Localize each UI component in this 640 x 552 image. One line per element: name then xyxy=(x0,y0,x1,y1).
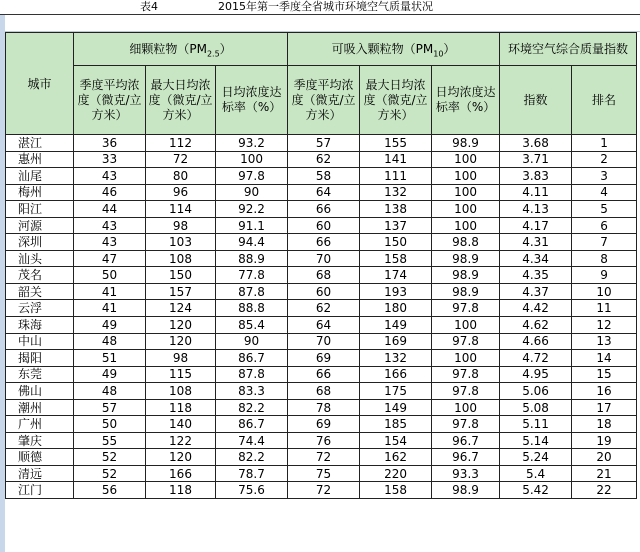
city-cell: 揭阳 xyxy=(6,350,74,367)
pm10-rate-cell: 100 xyxy=(432,151,500,168)
pm10-max-cell: 158 xyxy=(360,250,432,267)
index-cell: 5.4 xyxy=(500,465,572,482)
pm25-max-cell: 124 xyxy=(146,300,216,317)
city-cell: 梅州 xyxy=(6,184,74,201)
pm25-rate-cell: 91.1 xyxy=(216,217,288,234)
pm25-max-cell: 120 xyxy=(146,317,216,334)
pm25-rate-cell: 82.2 xyxy=(216,449,288,466)
rank-cell: 12 xyxy=(572,317,637,334)
pm10-avg-cell: 69 xyxy=(288,350,360,367)
pm10-rate-cell: 98.9 xyxy=(432,267,500,284)
pm10-rate-cell: 97.8 xyxy=(432,416,500,433)
air-quality-table xyxy=(5,32,637,499)
table-row xyxy=(6,217,637,234)
pm25-rate-cell: 87.8 xyxy=(216,283,288,300)
table-row xyxy=(6,482,637,499)
pm25-rate-cell: 87.8 xyxy=(216,366,288,383)
pm25-rate-cell: 90 xyxy=(216,333,288,350)
pm10-avg-cell: 68 xyxy=(288,267,360,284)
table-row xyxy=(6,350,637,367)
pm25-max-cell: 120 xyxy=(146,333,216,350)
pm10-avg-cell: 68 xyxy=(288,383,360,400)
pm25-avg-cell: 41 xyxy=(74,300,146,317)
index-cell: 4.13 xyxy=(500,201,572,218)
pm10-rate-cell: 100 xyxy=(432,184,500,201)
pm10-rate-cell: 98.8 xyxy=(432,234,500,251)
pm25-max-cell: 98 xyxy=(146,350,216,367)
pm10-rate-cell: 97.8 xyxy=(432,383,500,400)
index-cell: 4.35 xyxy=(500,267,572,284)
table-body xyxy=(6,135,637,499)
pm10-rate-cell: 100 xyxy=(432,399,500,416)
pm25-max-cell: 103 xyxy=(146,234,216,251)
pm25-avg-cell: 47 xyxy=(74,250,146,267)
pm10-max-cell: 166 xyxy=(360,366,432,383)
rank-cell: 10 xyxy=(572,283,637,300)
pm10-max-cell: 132 xyxy=(360,184,432,201)
index-cell: 4.34 xyxy=(500,250,572,267)
header-pm25-group: 细颗粒物$(PM_{2.5})$ xyxy=(74,33,288,66)
table-row xyxy=(6,267,637,284)
pm10-max-cell: 180 xyxy=(360,300,432,317)
spreadsheet-row-band xyxy=(5,15,640,32)
table-title: 2015年第一季度全省城市环境空气质量状况 xyxy=(218,0,433,13)
table-row xyxy=(6,333,637,350)
city-cell: 东莞 xyxy=(6,366,74,383)
rank-cell: 3 xyxy=(572,168,637,185)
city-cell: 茂名 xyxy=(6,267,74,284)
city-cell: 韶关 xyxy=(6,283,74,300)
pm25-max-cell: 157 xyxy=(146,283,216,300)
pm10-avg-cell: 57 xyxy=(288,135,360,152)
rank-cell: 7 xyxy=(572,234,637,251)
index-cell: 4.62 xyxy=(500,317,572,334)
pm10-rate-cell: 96.7 xyxy=(432,432,500,449)
header-rank: 排名 xyxy=(572,66,637,135)
header-pm10-avg: 季度平均浓度（微克/立方米） xyxy=(288,66,360,135)
pm25-max-cell: 118 xyxy=(146,482,216,499)
pm25-avg-cell: 49 xyxy=(74,366,146,383)
pm25-rate-cell: 83.3 xyxy=(216,383,288,400)
pm10-rate-cell: 98.9 xyxy=(432,135,500,152)
pm10-avg-cell: 66 xyxy=(288,366,360,383)
pm10-avg-cell: 60 xyxy=(288,283,360,300)
pm25-max-cell: 120 xyxy=(146,449,216,466)
city-cell: 顺德 xyxy=(6,449,74,466)
rank-cell: 6 xyxy=(572,217,637,234)
table-row xyxy=(6,151,637,168)
index-cell: 4.11 xyxy=(500,184,572,201)
pm10-max-cell: 193 xyxy=(360,283,432,300)
pm25-rate-cell: 100 xyxy=(216,151,288,168)
pm25-avg-cell: 50 xyxy=(74,267,146,284)
pm25-avg-cell: 55 xyxy=(74,432,146,449)
pm25-rate-cell: 86.7 xyxy=(216,416,288,433)
pm25-rate-cell: 85.4 xyxy=(216,317,288,334)
rank-cell: 21 xyxy=(572,465,637,482)
pm10-max-cell: 158 xyxy=(360,482,432,499)
pm25-rate-cell: 82.2 xyxy=(216,399,288,416)
index-cell: 5.24 xyxy=(500,449,572,466)
city-cell: 中山 xyxy=(6,333,74,350)
rank-cell: 20 xyxy=(572,449,637,466)
pm10-rate-cell: 98.9 xyxy=(432,283,500,300)
pm25-max-cell: 108 xyxy=(146,383,216,400)
pm10-max-cell: 175 xyxy=(360,383,432,400)
pm25-rate-cell: 92.2 xyxy=(216,201,288,218)
pm25-rate-cell: 93.2 xyxy=(216,135,288,152)
rank-cell: 22 xyxy=(572,482,637,499)
pm25-avg-cell: 33 xyxy=(74,151,146,168)
index-cell: 4.17 xyxy=(500,217,572,234)
table-row xyxy=(6,465,637,482)
rank-cell: 17 xyxy=(572,399,637,416)
pm25-rate-cell: 90 xyxy=(216,184,288,201)
pm10-rate-cell: 100 xyxy=(432,217,500,234)
city-cell: 广州 xyxy=(6,416,74,433)
header-city: 城市 xyxy=(6,33,74,135)
header-pm25-avg: 季度平均浓度（微克/立方米） xyxy=(74,66,146,135)
pm10-max-cell: 149 xyxy=(360,399,432,416)
pm10-rate-cell: 100 xyxy=(432,168,500,185)
pm25-avg-cell: 49 xyxy=(74,317,146,334)
rank-cell: 5 xyxy=(572,201,637,218)
pm25-max-cell: 118 xyxy=(146,399,216,416)
pm25-rate-cell: 77.8 xyxy=(216,267,288,284)
pm10-rate-cell: 96.7 xyxy=(432,449,500,466)
pm10-rate-cell: 100 xyxy=(432,317,500,334)
pm25-avg-cell: 52 xyxy=(74,465,146,482)
header-pm10-max: 最大日均浓度（微克/立方米） xyxy=(360,66,432,135)
city-cell: 惠州 xyxy=(6,151,74,168)
pm10-avg-cell: 64 xyxy=(288,317,360,334)
table-row xyxy=(6,399,637,416)
pm10-avg-cell: 69 xyxy=(288,416,360,433)
rank-cell: 15 xyxy=(572,366,637,383)
pm10-avg-cell: 64 xyxy=(288,184,360,201)
header-index: 指数 xyxy=(500,66,572,135)
pm10-rate-cell: 100 xyxy=(432,350,500,367)
table-row xyxy=(6,366,637,383)
pm25-avg-cell: 57 xyxy=(74,399,146,416)
city-cell: 河源 xyxy=(6,217,74,234)
pm25-max-cell: 150 xyxy=(146,267,216,284)
pm25-max-cell: 166 xyxy=(146,465,216,482)
pm25-avg-cell: 36 xyxy=(74,135,146,152)
index-cell: 4.66 xyxy=(500,333,572,350)
city-cell: 汕尾 xyxy=(6,168,74,185)
table-row xyxy=(6,283,637,300)
city-cell: 佛山 xyxy=(6,383,74,400)
pm10-avg-cell: 72 xyxy=(288,482,360,499)
header-pm25-max: 最大日均浓度（微克/立方米） xyxy=(146,66,216,135)
index-cell: 4.37 xyxy=(500,283,572,300)
header-index-group: 环境空气综合质量指数 xyxy=(500,33,637,66)
pm25-avg-cell: 44 xyxy=(74,201,146,218)
pm25-max-cell: 122 xyxy=(146,432,216,449)
table-row xyxy=(6,250,637,267)
table-row xyxy=(6,234,637,251)
pm25-rate-cell: 88.8 xyxy=(216,300,288,317)
index-cell: 4.31 xyxy=(500,234,572,251)
pm25-avg-cell: 50 xyxy=(74,416,146,433)
pm10-max-cell: 162 xyxy=(360,449,432,466)
index-cell: 4.72 xyxy=(500,350,572,367)
city-cell: 潮州 xyxy=(6,399,74,416)
city-cell: 深圳 xyxy=(6,234,74,251)
table-row xyxy=(6,184,637,201)
pm25-avg-cell: 48 xyxy=(74,333,146,350)
pm25-max-cell: 72 xyxy=(146,151,216,168)
index-cell: 5.11 xyxy=(500,416,572,433)
table-number: 表4 xyxy=(140,0,158,13)
pm10-rate-cell: 98.9 xyxy=(432,250,500,267)
pm10-max-cell: 169 xyxy=(360,333,432,350)
pm10-avg-cell: 70 xyxy=(288,333,360,350)
index-cell: 5.08 xyxy=(500,399,572,416)
pm25-avg-cell: 51 xyxy=(74,350,146,367)
index-cell: 4.42 xyxy=(500,300,572,317)
pm10-max-cell: 220 xyxy=(360,465,432,482)
pm10-rate-cell: 97.8 xyxy=(432,300,500,317)
pm25-max-cell: 114 xyxy=(146,201,216,218)
rank-cell: 2 xyxy=(572,151,637,168)
rank-cell: 1 xyxy=(572,135,637,152)
pm25-max-cell: 115 xyxy=(146,366,216,383)
pm10-max-cell: 150 xyxy=(360,234,432,251)
pm10-rate-cell: 98.9 xyxy=(432,482,500,499)
pm10-avg-cell: 70 xyxy=(288,250,360,267)
city-cell: 肇庆 xyxy=(6,432,74,449)
city-cell: 云浮 xyxy=(6,300,74,317)
index-cell: 5.42 xyxy=(500,482,572,499)
header-pm25-rate: 日均浓度达标率（%） xyxy=(216,66,288,135)
pm10-avg-cell: 75 xyxy=(288,465,360,482)
pm25-avg-cell: 43 xyxy=(74,217,146,234)
pm25-max-cell: 140 xyxy=(146,416,216,433)
index-cell: 3.71 xyxy=(500,151,572,168)
pm10-rate-cell: 97.8 xyxy=(432,366,500,383)
table-row xyxy=(6,317,637,334)
pm25-rate-cell: 75.6 xyxy=(216,482,288,499)
pm10-max-cell: 185 xyxy=(360,416,432,433)
pm10-max-cell: 137 xyxy=(360,217,432,234)
pm25-avg-cell: 56 xyxy=(74,482,146,499)
header-pm10-rate: 日均浓度达标率（%） xyxy=(432,66,500,135)
pm10-avg-cell: 66 xyxy=(288,201,360,218)
rank-cell: 19 xyxy=(572,432,637,449)
city-cell: 江门 xyxy=(6,482,74,499)
index-cell: 5.14 xyxy=(500,432,572,449)
table-row xyxy=(6,449,637,466)
pm10-rate-cell: 93.3 xyxy=(432,465,500,482)
rank-cell: 9 xyxy=(572,267,637,284)
pm25-avg-cell: 41 xyxy=(74,283,146,300)
pm10-max-cell: 138 xyxy=(360,201,432,218)
pm25-rate-cell: 94.4 xyxy=(216,234,288,251)
rank-cell: 16 xyxy=(572,383,637,400)
pm10-max-cell: 149 xyxy=(360,317,432,334)
table-row xyxy=(6,168,637,185)
index-cell: 5.06 xyxy=(500,383,572,400)
pm10-max-cell: 111 xyxy=(360,168,432,185)
table-row xyxy=(6,416,637,433)
pm10-avg-cell: 62 xyxy=(288,151,360,168)
rank-cell: 8 xyxy=(572,250,637,267)
pm10-avg-cell: 58 xyxy=(288,168,360,185)
pm25-max-cell: 108 xyxy=(146,250,216,267)
pm25-avg-cell: 46 xyxy=(74,184,146,201)
pm25-rate-cell: 74.4 xyxy=(216,432,288,449)
rank-cell: 18 xyxy=(572,416,637,433)
rank-cell: 13 xyxy=(572,333,637,350)
table-row xyxy=(6,300,637,317)
pm10-rate-cell: 100 xyxy=(432,201,500,218)
pm25-max-cell: 96 xyxy=(146,184,216,201)
table-caption xyxy=(0,0,640,15)
rank-cell: 11 xyxy=(572,300,637,317)
pm10-avg-cell: 78 xyxy=(288,399,360,416)
table-row xyxy=(6,135,637,152)
pm25-avg-cell: 43 xyxy=(74,168,146,185)
pm10-avg-cell: 60 xyxy=(288,217,360,234)
pm25-max-cell: 112 xyxy=(146,135,216,152)
pm25-max-cell: 80 xyxy=(146,168,216,185)
table-row xyxy=(6,383,637,400)
pm25-rate-cell: 97.8 xyxy=(216,168,288,185)
pm10-max-cell: 141 xyxy=(360,151,432,168)
pm25-max-cell: 98 xyxy=(146,217,216,234)
pm10-max-cell: 154 xyxy=(360,432,432,449)
pm10-max-cell: 155 xyxy=(360,135,432,152)
pm25-rate-cell: 88.9 xyxy=(216,250,288,267)
city-cell: 珠海 xyxy=(6,317,74,334)
pm10-avg-cell: 66 xyxy=(288,234,360,251)
pm25-rate-cell: 78.7 xyxy=(216,465,288,482)
pm25-rate-cell: 86.7 xyxy=(216,350,288,367)
index-cell: 3.83 xyxy=(500,168,572,185)
pm10-avg-cell: 76 xyxy=(288,432,360,449)
header-pm10-group: 可吸入颗粒物$(PM_{10})$ xyxy=(288,33,500,66)
index-cell: 3.68 xyxy=(500,135,572,152)
pm25-avg-cell: 43 xyxy=(74,234,146,251)
city-cell: 清远 xyxy=(6,465,74,482)
pm10-max-cell: 174 xyxy=(360,267,432,284)
index-cell: 4.95 xyxy=(500,366,572,383)
table-row xyxy=(6,432,637,449)
city-cell: 阳江 xyxy=(6,201,74,218)
city-cell: 湛江 xyxy=(6,135,74,152)
pm10-max-cell: 132 xyxy=(360,350,432,367)
pm10-rate-cell: 97.8 xyxy=(432,333,500,350)
pm25-avg-cell: 48 xyxy=(74,383,146,400)
table-row xyxy=(6,201,637,218)
pm10-avg-cell: 62 xyxy=(288,300,360,317)
rank-cell: 4 xyxy=(572,184,637,201)
pm10-avg-cell: 72 xyxy=(288,449,360,466)
pm25-avg-cell: 52 xyxy=(74,449,146,466)
rank-cell: 14 xyxy=(572,350,637,367)
city-cell: 汕头 xyxy=(6,250,74,267)
